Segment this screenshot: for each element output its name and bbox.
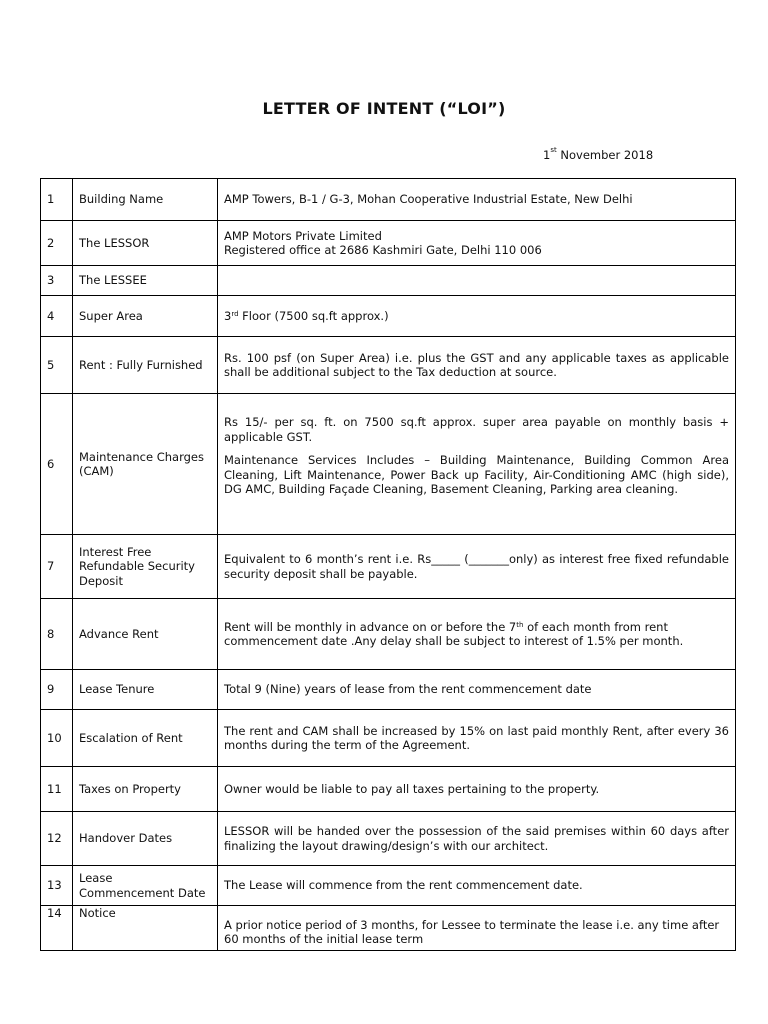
row-value: The Lease will commence from the rent commencement date. [218,866,736,906]
row-label: Super Area [73,296,218,337]
cam-rate-paragraph: Rs 15/- per sq. ft. on 7500 sq.ft approx. super area payable on monthly basis + applicable GST. [224,415,729,444]
date-day: 1 [543,148,551,162]
row-number: 1 [41,179,73,221]
table-row [41,906,736,951]
table-row [41,599,736,670]
row-label: Maintenance Charges (CAM) [73,394,218,535]
super-area-text: Floor (7500 sq.ft approx.) [238,308,389,323]
row-number: 12 [41,812,73,866]
row-number: 6 [41,394,73,535]
row-number: 5 [41,337,73,394]
lessor-address: Registered office at 2686 Kashmiri Gate, Delhi 110 006 [224,243,542,257]
table-row [41,710,736,767]
row-number: 4 [41,296,73,337]
row-number: 7 [41,535,73,599]
row-value: AMP Towers, B-1 / G-3, Mohan Cooperative Industrial Estate, New Delhi [218,179,736,221]
row-number: 14 [41,906,73,951]
row-value: Rs. 100 psf (on Super Area) i.e. plus the GST and any applicable taxes as applicable shall be additional subject to the Tax deduction at source. [218,337,736,394]
row-label: Escalation of Rent [73,710,218,767]
row-label: Notice [73,906,218,951]
date-rest: November 2018 [556,148,654,162]
row-number: 3 [41,266,73,296]
row-value [218,906,736,951]
row-label: Lease Commencement Date [73,866,218,906]
notice-text: A prior notice period of 3 months, for Lessee to terminate the lease i.e. any time after 60 months of the initial lease term [224,917,720,946]
row-label: Rent : Fully Furnished [73,337,218,394]
floor-number: 3 [224,308,232,323]
row-label: The LESSEE [73,266,218,296]
date-suffix: st [550,146,557,154]
row-value: Equivalent to 6 month’s rent i.e. Rs_____ (_______only) as interest free fixed refundable security deposit shall be payable. [218,535,736,599]
row-value: Total 9 (Nine) years of lease from the rent commencement date [218,670,736,710]
row-number: 8 [41,599,73,670]
table-row [41,179,736,221]
table-row [41,266,736,296]
row-label: The LESSOR [73,221,218,266]
row-label: Interest Free Refundable Security Deposit [73,535,218,599]
row-label: Lease Tenure [73,670,218,710]
floor-suffix: rd [231,309,239,318]
row-value [218,266,736,296]
table-row [41,221,736,266]
row-number: 11 [41,767,73,812]
day-suffix: th [516,620,524,629]
row-value [218,221,736,266]
document-date [543,148,653,162]
table-row [41,866,736,906]
row-value: The rent and CAM shall be increased by 15% on last paid monthly Rent, after every 36 months during the term of the Agreement. [218,710,736,767]
document-title: LETTER OF INTENT (“LOI”) [262,99,506,118]
advance-rent-text-start: Rent will be monthly in advance on or before the 7 [224,619,517,634]
row-value: Owner would be liable to pay all taxes pertaining to the property. [218,767,736,812]
row-value: LESSOR will be handed over the possession of the said premises within 60 days after finalizing the layout drawing/design’s with our architect. [218,812,736,866]
table-row [41,337,736,394]
row-value [218,394,736,535]
row-number: 9 [41,670,73,710]
row-label: Taxes on Property [73,767,218,812]
table-row [41,767,736,812]
table-row [41,394,736,535]
table-row [41,670,736,710]
row-label: Advance Rent [73,599,218,670]
row-value [218,296,736,337]
row-number: 10 [41,710,73,767]
row-value [218,599,736,670]
row-number: 2 [41,221,73,266]
table-row [41,812,736,866]
table-row [41,296,736,337]
row-label: Handover Dates [73,812,218,866]
table-row [41,535,736,599]
row-label: Building Name [73,179,218,221]
loi-terms-table [40,178,736,951]
lessor-name: AMP Motors Private Limited [224,228,382,243]
cam-services-paragraph: Maintenance Services Includes – Building Maintenance, Building Common Area Cleaning, Lift Maintenance, Power Back up Facility, Air-Conditioning AMC (high side), DG AMC, Building Façade Cleaning, Basement Cleaning, Parking area cleaning. [224,453,729,497]
advance-rent-text-end: of each month from rent commencement date .Any delay shall be subject to interest of 1.5% per month. [224,619,684,648]
row-number: 13 [41,866,73,906]
